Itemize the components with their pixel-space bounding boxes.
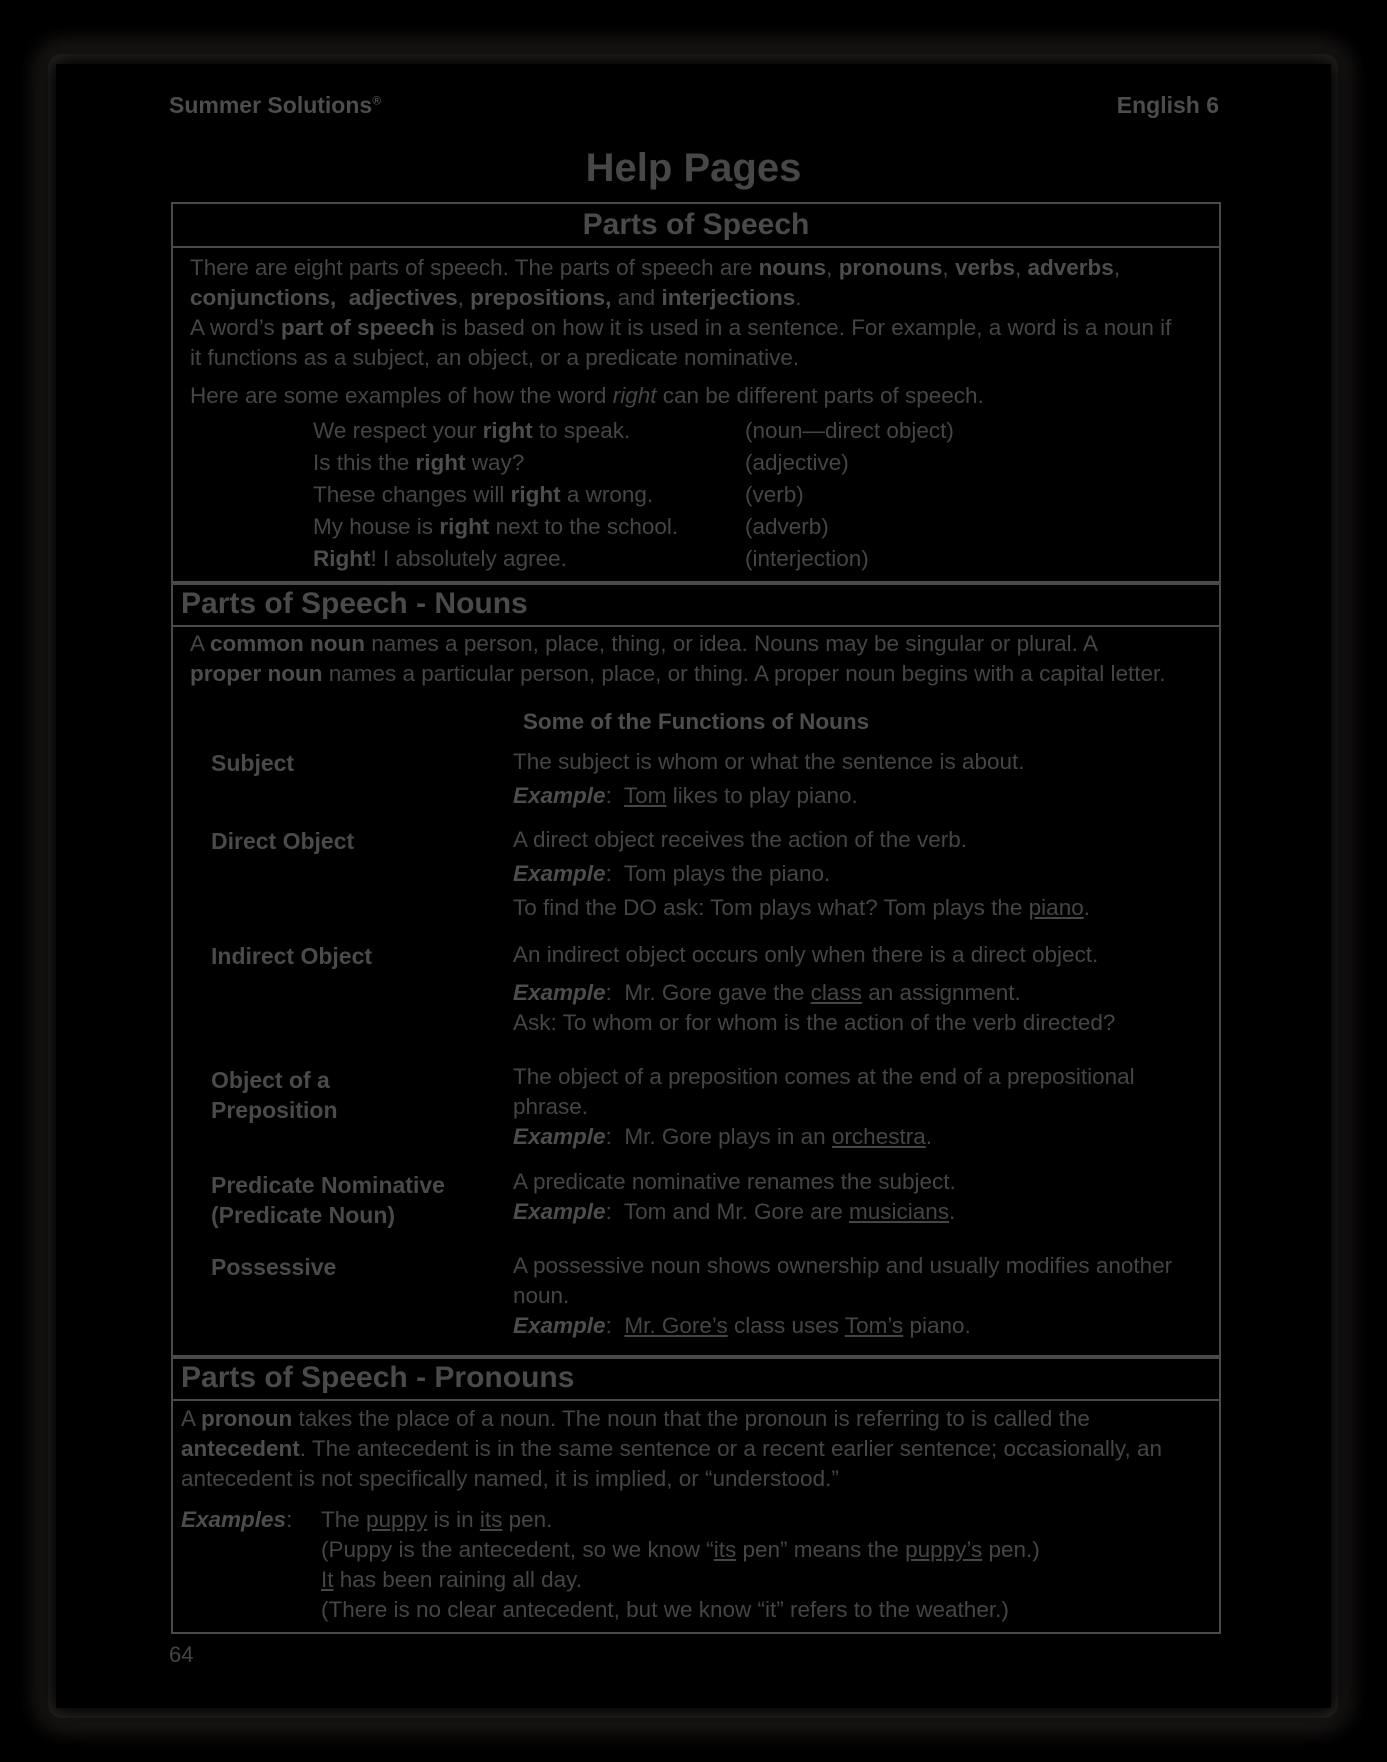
- page-number: 64: [169, 1642, 194, 1667]
- pronoun-examples: The puppy is in its pen. (Puppy is the antecedent, so we know “its pen” means the puppy’s pen.) It has been raining all day. (There is no clear antecedent, but we know “it” refers to the weather.): [321, 1507, 1040, 1622]
- example-row: [313, 416, 1193, 448]
- section-heading: Parts of Speech: [173, 204, 1219, 248]
- nouns-box: [171, 581, 1221, 1359]
- function-label: Direct Object: [211, 828, 355, 854]
- function-description: The object of a preposition comes at the end of a prepositional phrase. Example: Mr. Gore plays in an orchestra.: [513, 1064, 1135, 1149]
- function-label: Predicate Nominative (Predicate Noun): [211, 1172, 445, 1228]
- example-row: [313, 544, 1193, 576]
- example-part-of-speech: (noun—direct object): [745, 418, 954, 443]
- intro-paragraph: There are eight parts of speech. The parts of speech are nouns, pronouns, verbs, adverbs, conjunctions, adjectives, prepositions, and interjections. A word’s part of speech is based on how it is used in a sentence. For example, a word is a noun if it functions as a subject, an object, or a predicate nominative.: [190, 255, 1172, 370]
- page-title: Help Pages: [585, 146, 802, 190]
- function-description: A possessive noun shows ownership and usually modifies another noun. Example: Mr. Gore’s class uses Tom’s piano.: [513, 1253, 1173, 1338]
- example-part-of-speech: (verb): [745, 482, 804, 507]
- function-description: The subject is whom or what the sentence is about. Example: Tom likes to play piano.: [513, 749, 1025, 808]
- examples-label: Examples:: [181, 1507, 293, 1532]
- example-row: [313, 512, 1193, 544]
- example-row: [313, 448, 1193, 480]
- section-heading: Parts of Speech - Pronouns: [173, 1357, 1219, 1401]
- function-label: Object of a Preposition: [211, 1067, 338, 1123]
- example-sentence: Is this the right way?: [313, 450, 525, 475]
- example-sentence: Right! I absolutely agree.: [313, 546, 567, 571]
- function-description: An indirect object occurs only when there is a direct object. Example: Mr. Gore gave the class an assignment. Ask: To whom or for whom is the action of the verb directed?: [513, 942, 1116, 1035]
- function-label: Possessive: [211, 1254, 337, 1280]
- example-part-of-speech: (interjection): [745, 546, 869, 571]
- parts-of-speech-box: [171, 202, 1221, 585]
- function-label: Subject: [211, 750, 295, 776]
- function-label: Indirect Object: [211, 943, 373, 969]
- example-row: [313, 480, 1193, 512]
- right-examples-list: [313, 416, 1193, 576]
- example-part-of-speech: (adverb): [745, 514, 829, 539]
- example-part-of-speech: (adjective): [745, 450, 849, 475]
- functions-subheading: Some of the Functions of Nouns: [522, 709, 870, 734]
- pronouns-intro: A pronoun takes the place of a noun. The noun that the pronoun is referring to is called the antecedent. The antecedent is in the same sentence or a recent earlier sentence; occasionally, an antecedent is not specifically named, it is implied, or “understood.”: [181, 1406, 1162, 1491]
- example-sentence: We respect your right to speak.: [313, 418, 631, 443]
- pronouns-box: [171, 1355, 1221, 1634]
- function-description: A predicate nominative renames the subject. Example: Tom and Mr. Gore are musicians.: [513, 1169, 956, 1224]
- right-example-intro: Here are some examples of how the word right can be different parts of speech.: [190, 383, 984, 408]
- section-heading: Parts of Speech - Nouns: [173, 583, 1219, 627]
- header-subject: English 6: [1116, 92, 1219, 118]
- example-sentence: My house is right next to the school.: [313, 514, 679, 539]
- nouns-intro: A common noun names a person, place, thing, or idea. Nouns may be singular or plural. A proper noun names a particular person, place, or thing. A proper noun begins with a capital letter.: [190, 631, 1166, 686]
- example-sentence: These changes will right a wrong.: [313, 482, 654, 507]
- header-book-title: Summer Solutions®: [169, 92, 382, 118]
- function-description: A direct object receives the action of the verb. Example: Tom plays the piano. To find the DO ask: Tom plays what? Tom plays the piano.: [513, 827, 1090, 920]
